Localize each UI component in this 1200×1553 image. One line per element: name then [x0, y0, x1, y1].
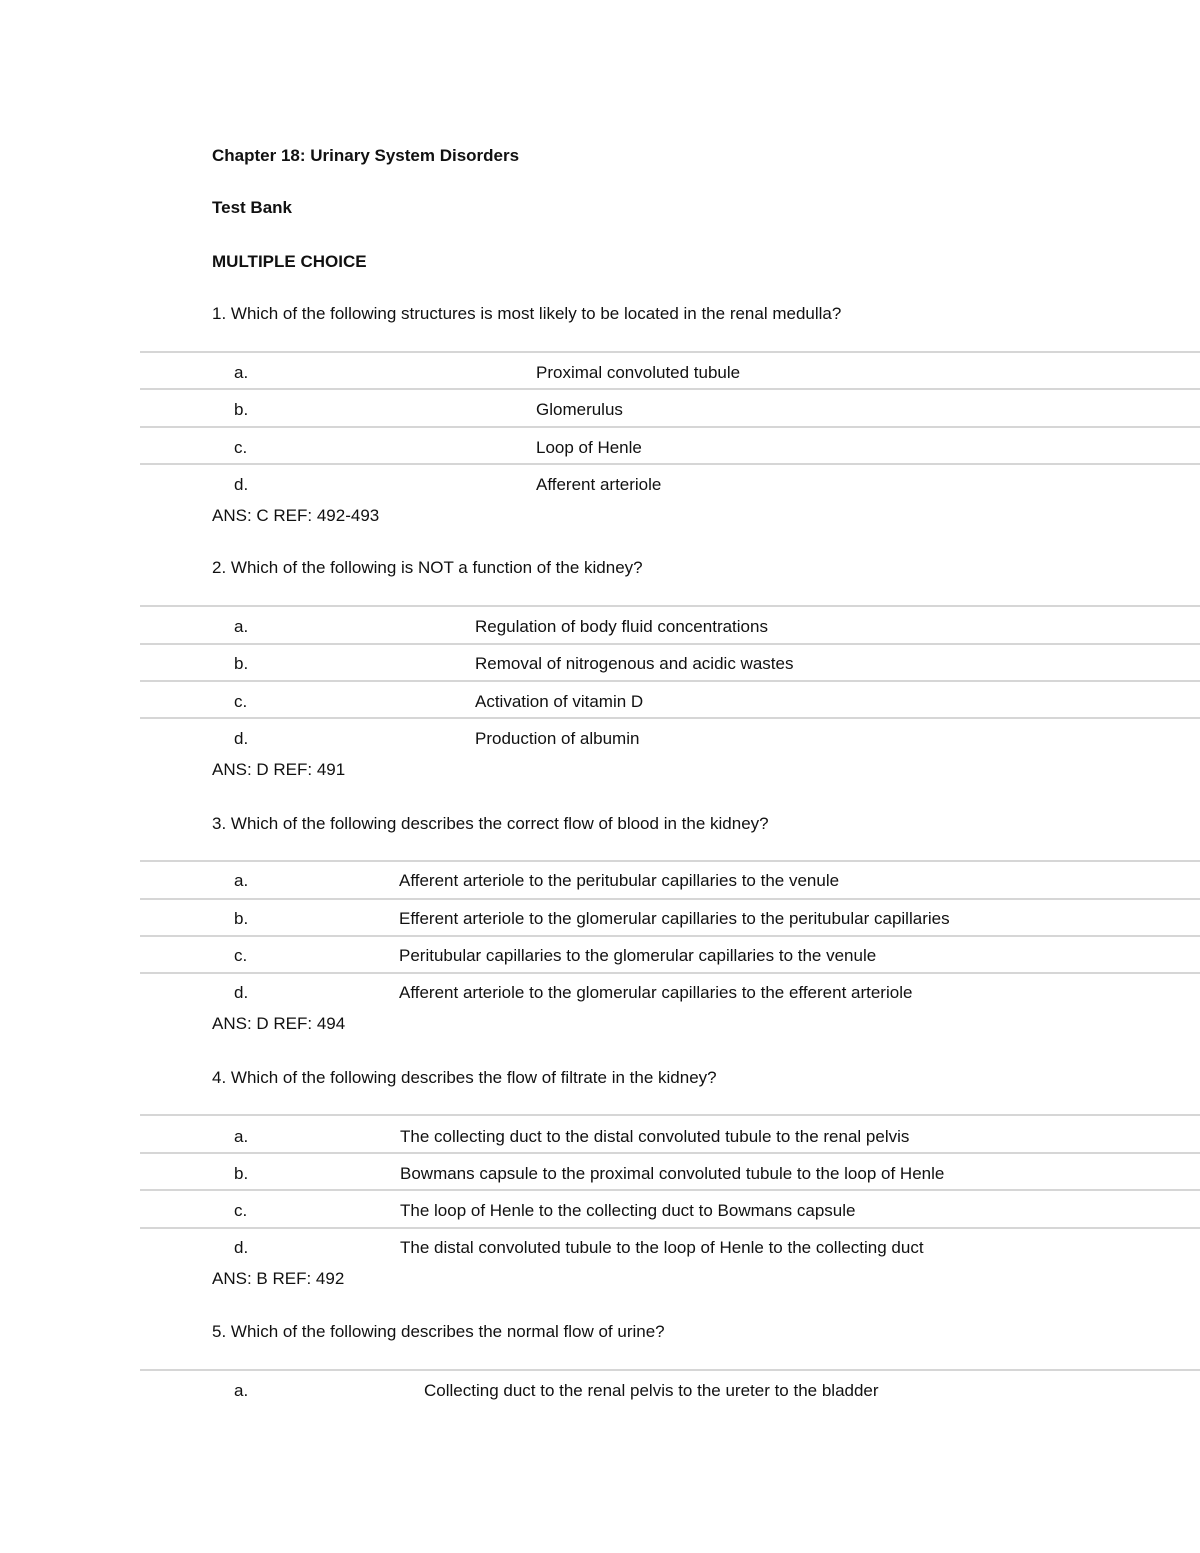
question-number: 5. — [212, 1322, 227, 1341]
option-letter: c. — [234, 946, 248, 965]
question-2 — [212, 558, 643, 578]
question-text: Which of the following describes the flow of filtrate in the kidney? — [230, 1068, 717, 1087]
question-text: Which of the following describes the normal flow of urine? — [230, 1322, 665, 1341]
table-rule — [140, 351, 1200, 353]
option-text: Proximal convoluted tubule — [536, 363, 741, 382]
answer-ref: ANS: B REF: 492 — [212, 1269, 345, 1288]
option-letter: b. — [234, 400, 249, 419]
table-rule — [140, 1114, 1200, 1116]
option-text: Bowmans capsule to the proximal convoluted tubule to the loop of Henle — [400, 1164, 945, 1183]
table-rule — [140, 643, 1200, 645]
option-letter: d. — [234, 983, 249, 1002]
question-4 — [212, 1068, 717, 1088]
chapter-title: Chapter 18: Urinary System Disorders — [212, 146, 520, 165]
option-text: Peritubular capillaries to the glomerular capillaries to the venule — [399, 946, 877, 965]
option-letter: c. — [234, 692, 248, 711]
answer-ref: ANS: C REF: 492-493 — [212, 506, 380, 525]
option-text: Afferent arteriole — [536, 475, 662, 494]
table-rule — [140, 717, 1200, 719]
table-rule — [140, 860, 1200, 862]
option-text: Glomerulus — [536, 400, 623, 419]
option-text: Removal of nitrogenous and acidic wastes — [475, 654, 794, 673]
option-text: The distal convoluted tubule to the loop of Henle to the collecting duct — [400, 1238, 924, 1257]
table-rule — [140, 898, 1200, 900]
option-letter: b. — [234, 909, 249, 928]
option-text: The collecting duct to the distal convoluted tubule to the renal pelvis — [400, 1127, 910, 1146]
table-rule — [140, 605, 1200, 607]
option-text: The loop of Henle to the collecting duct to Bowmans capsule — [400, 1201, 856, 1220]
question-number: 2. — [212, 558, 227, 577]
question-text: Which of the following describes the correct flow of blood in the kidney? — [230, 814, 769, 833]
table-rule — [140, 972, 1200, 974]
option-text: Loop of Henle — [536, 438, 642, 457]
answer-ref: ANS: D REF: 494 — [212, 1014, 346, 1033]
question-number: 1. — [212, 304, 227, 323]
table-rule — [140, 1152, 1200, 1154]
question-number: 3. — [212, 814, 227, 833]
option-letter: d. — [234, 729, 249, 748]
question-text: Which of the following is NOT a function of the kidney? — [230, 558, 643, 577]
question-text: Which of the following structures is most likely to be located in the renal medulla? — [230, 304, 842, 323]
question-number: 4. — [212, 1068, 227, 1087]
option-letter: a. — [234, 871, 249, 890]
option-text: Production of albumin — [475, 729, 640, 748]
option-letter: a. — [234, 1127, 249, 1146]
option-text: Collecting duct to the renal pelvis to the ureter to the bladder — [424, 1381, 879, 1400]
question-3 — [212, 814, 769, 834]
option-text: Efferent arteriole to the glomerular capillaries to the peritubular capillaries — [399, 909, 950, 928]
table-rule — [140, 1369, 1200, 1371]
option-text: Regulation of body fluid concentrations — [475, 617, 768, 636]
option-letter: d. — [234, 1238, 249, 1257]
option-letter: a. — [234, 1381, 249, 1400]
question-5 — [212, 1322, 665, 1342]
section-heading: MULTIPLE CHOICE — [212, 252, 367, 271]
table-rule — [140, 1227, 1200, 1229]
option-text: Afferent arteriole to the peritubular capillaries to the venule — [399, 871, 840, 890]
table-rule — [140, 1189, 1200, 1191]
table-rule — [140, 426, 1200, 428]
option-letter: b. — [234, 654, 249, 673]
option-text: Activation of vitamin D — [475, 692, 644, 711]
table-rule — [140, 463, 1200, 465]
option-letter: a. — [234, 617, 249, 636]
option-letter: c. — [234, 1201, 248, 1220]
table-rule — [140, 935, 1200, 937]
option-letter: b. — [234, 1164, 249, 1183]
option-letter: a. — [234, 363, 249, 382]
option-text: Afferent arteriole to the glomerular capillaries to the efferent arteriole — [399, 983, 913, 1002]
table-rule — [140, 680, 1200, 682]
question-1 — [212, 304, 841, 324]
table-rule — [140, 388, 1200, 390]
subtitle: Test Bank — [212, 198, 292, 217]
option-letter: c. — [234, 438, 248, 457]
answer-ref: ANS: D REF: 491 — [212, 760, 346, 779]
option-letter: d. — [234, 475, 249, 494]
